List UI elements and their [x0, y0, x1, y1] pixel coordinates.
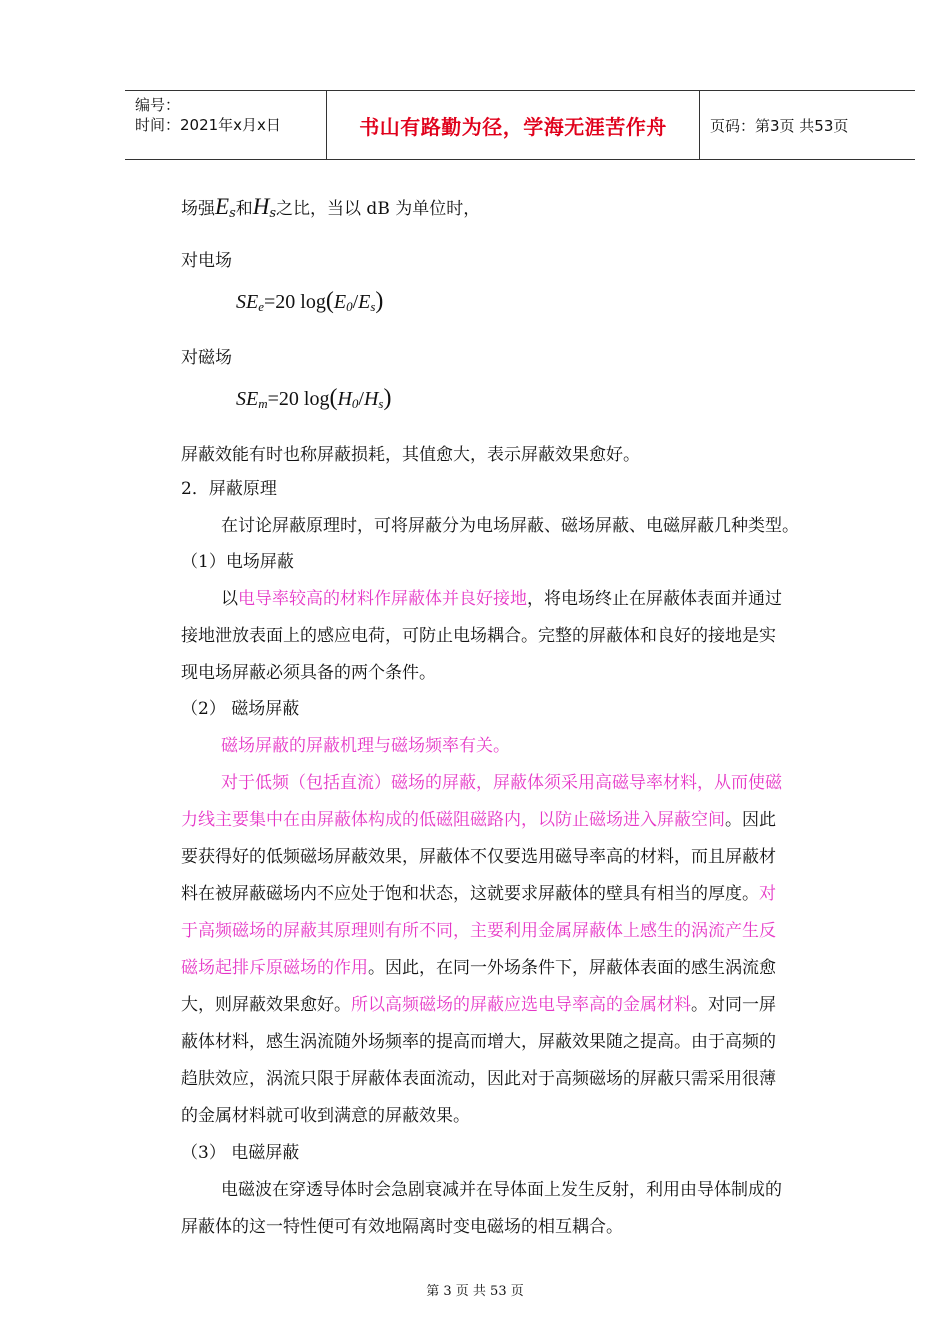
- highlight-span: 电导率较高的材料作屏蔽体并良好接地: [238, 589, 527, 609]
- paragraph-3-line: 趋肤效应，涡流只限于屏蔽体表面流动，因此对于高频磁场的屏蔽只需采用很薄: [181, 1069, 776, 1089]
- header-number-label: 编号：: [135, 96, 181, 114]
- paragraph-3-line: [181, 805, 776, 830]
- text-span: 场强: [181, 199, 215, 219]
- text-span: 以: [221, 589, 238, 609]
- electric-field-label: 对电场: [181, 251, 232, 271]
- paragraph-1-line: 接地泄放表面上的感应电荷，可防止电场耦合。完整的屏蔽体和良好的接地是实: [181, 626, 776, 646]
- text-span: 大，则屏蔽效果愈好。: [181, 995, 351, 1015]
- text-span: 。对同一屏: [691, 995, 776, 1015]
- paragraph-1-line: 现电场屏蔽必须具备的两个条件。: [181, 663, 436, 683]
- equation-magnetic: $SE_m=20$ $\log(H_0/H_s)$: [236, 385, 392, 411]
- subsection-3-heading: （3） 电磁屏蔽: [181, 1143, 300, 1163]
- paragraph-3-line: [181, 953, 776, 978]
- magnetic-field-label: 对磁场: [181, 348, 232, 368]
- subsection-1-heading: （1）电场屏蔽: [181, 552, 294, 572]
- section-2-heading: 2．屏蔽原理: [181, 479, 277, 499]
- header-meta: [125, 91, 327, 159]
- eq-text: =20 log: [267, 388, 330, 410]
- text-span: 。因此，在同一外场条件下，屏蔽体表面的感生涡流愈: [368, 958, 776, 978]
- eq-subscript: e: [258, 299, 264, 314]
- symbol-h: H: [252, 194, 270, 219]
- page-header: [125, 90, 915, 160]
- subscript: s: [269, 206, 277, 221]
- text-span: 和: [235, 199, 253, 219]
- eq-subscript: s: [370, 299, 376, 314]
- text-span: 之比，当以 dB 为单位时，: [276, 199, 481, 219]
- text-span: 料在被屏蔽磁场内不应处于饱和状态，这就要求屏蔽体的壁具有相当的厚度。: [181, 884, 759, 904]
- eq-symbol: H: [363, 388, 379, 410]
- eq-subscript: 0: [351, 396, 359, 411]
- paragraph-3-line: [181, 990, 776, 1015]
- eq-symbol: SE: [236, 291, 259, 313]
- eq-symbol: E: [333, 291, 347, 313]
- highlight-span: 所以高频磁场的屏蔽应选电导率高的金属材料: [351, 995, 691, 1015]
- paragraph-4-line: 电磁波在穿透导体时会急剧衰减并在导体面上发生反射，利用由导体制成的: [221, 1180, 782, 1200]
- highlight-span: 磁场起排斥原磁场的作用: [181, 958, 368, 978]
- highlight-span: 对: [759, 884, 776, 904]
- loss-text: 屏蔽效能有时也称屏蔽损耗，其值愈大，表示屏蔽效果愈好。: [181, 445, 640, 465]
- intro-line: [181, 194, 480, 221]
- paragraph-3-line: 要获得好的低频磁场屏蔽效果，屏蔽体不仅要选用磁导率高的材料，而且屏蔽材: [181, 847, 776, 867]
- header-time-label: 时间：2021年x月x日: [135, 116, 281, 134]
- paragraph-3-line: [181, 879, 776, 904]
- paragraph-3-line: 对于低频（包括直流）磁场的屏蔽，屏蔽体须采用高磁导率材料，从而使磁: [221, 773, 782, 793]
- eq-subscript: 0: [346, 299, 353, 314]
- paragraph-4-line: 屏蔽体的这一特性便可有效地隔离时变电磁场的相互耦合。: [181, 1217, 623, 1237]
- page-footer: 第 3 页 共 53 页: [426, 1284, 524, 1299]
- paragraph-2-line: 磁场屏蔽的屏蔽机理与磁场频率有关。: [221, 736, 510, 756]
- highlight-span: 力线主要集中在由屏蔽体构成的低磁阻磁路内，以防止磁场进入屏蔽空间: [181, 810, 725, 830]
- eq-subscript: s: [378, 396, 384, 411]
- paragraph-3-line: 的金属材料就可收到满意的屏蔽效果。: [181, 1106, 470, 1126]
- section-2-intro: 在讨论屏蔽原理时，可将屏蔽分为电场屏蔽、磁场屏蔽、电磁屏蔽几种类型。: [221, 516, 799, 536]
- paragraph-3-line: 蔽体材料，感生涡流随外场频率的提高而增大，屏蔽效果随之提高。由于高频的: [181, 1032, 776, 1052]
- header-page-label: 页码：第3页 共53页: [710, 116, 849, 135]
- eq-text: =20 log: [264, 291, 326, 313]
- paragraph-1-line: [221, 584, 782, 609]
- header-motto: 书山有路勤为径，学海无涯苦作舟: [327, 91, 700, 159]
- eq-symbol: H: [337, 388, 352, 410]
- text-span: 。因此: [725, 810, 776, 830]
- subscript: s: [229, 206, 236, 221]
- eq-symbol: E: [358, 291, 371, 313]
- paragraph-3-line: 于高频磁场的屏蔽其原理则有所不同，主要利用金属屏蔽体上感生的涡流产生反: [181, 921, 776, 941]
- eq-subscript: m: [258, 396, 268, 411]
- equation-electric: $SE_e=20$ $\log(E_0/E_s)$: [236, 288, 384, 314]
- subsection-2-heading: （2） 磁场屏蔽: [181, 699, 300, 719]
- symbol-e: E: [215, 194, 230, 219]
- text-span: ，将电场终止在屏蔽体表面并通过: [527, 589, 782, 609]
- eq-symbol: SE: [236, 388, 259, 410]
